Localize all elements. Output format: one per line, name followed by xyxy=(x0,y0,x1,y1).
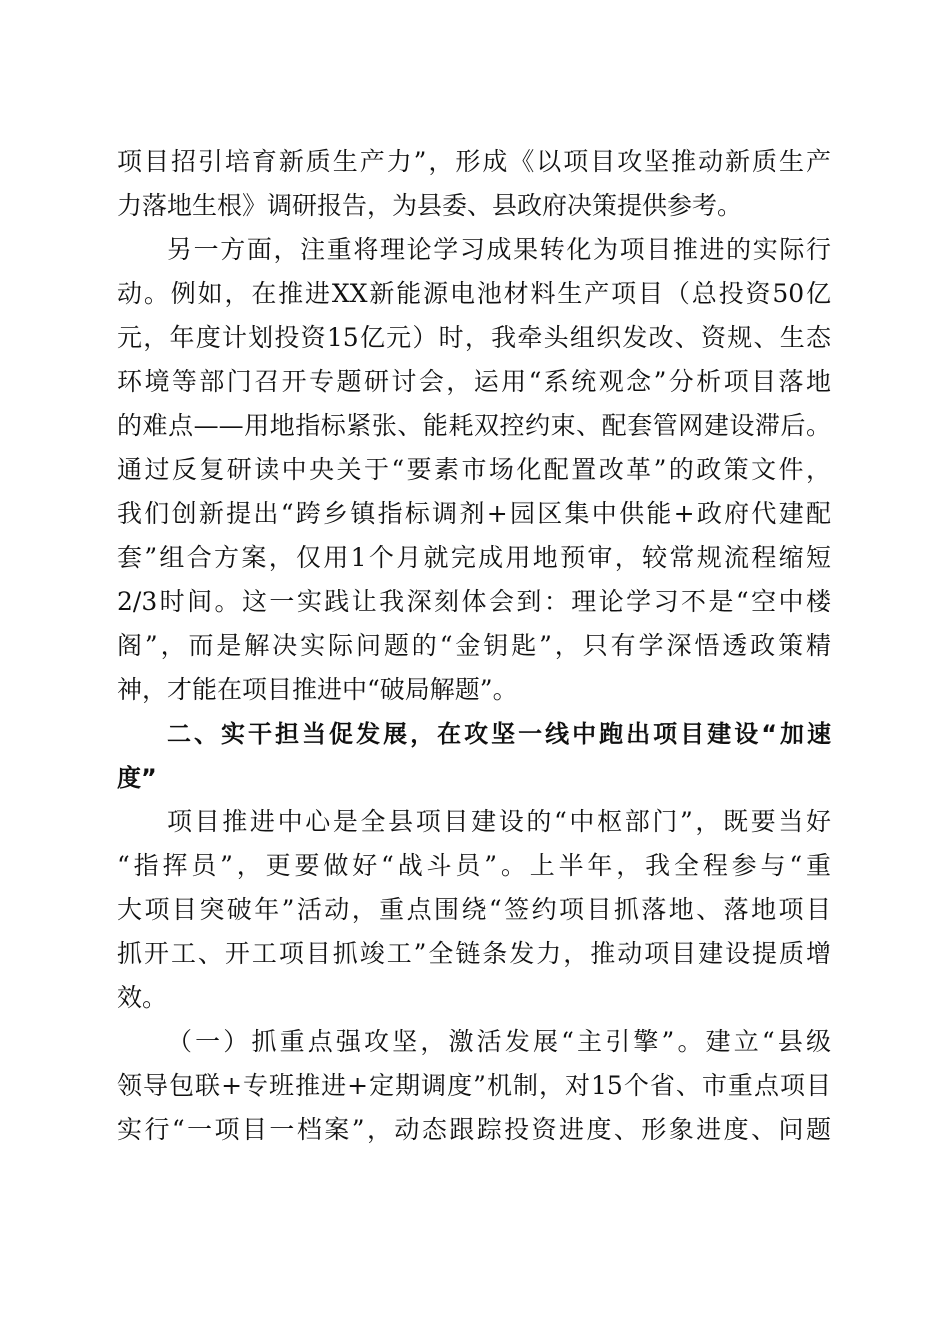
text-line: 的难点——用地指标紧张、能耗双控约束、配套管网建设滞后。 xyxy=(117,411,831,440)
text-line: 力落地生根》调研报告，为县委、县政府决策提供参考。 xyxy=(117,191,743,220)
text-line: 我们创新提出“跨乡镇指标调剂+园区集中供能+政府代建配 xyxy=(117,499,831,528)
paragraph-continuation xyxy=(117,140,831,228)
text-line: 2/3时间。这一实践让我深刻体会到：理论学习不是“空中楼 xyxy=(117,587,831,616)
text-line: 神，才能在项目推进中“破局解题”。 xyxy=(117,675,518,704)
paragraph-theory-practice xyxy=(117,228,831,712)
text-line: 效。 xyxy=(117,983,168,1012)
heading-line: 二、实干担当促发展，在攻坚一线中跑出项目建设“加速 xyxy=(167,720,831,748)
text-line: 动。例如，在推进XX新能源电池材料生产项目（总投资50亿 xyxy=(117,279,831,308)
text-line: “指挥员”，更要做好“战斗员”。上半年，我全程参与“重 xyxy=(117,851,831,880)
text-line: 另一方面，注重将理论学习成果转化为项目推进的实际行 xyxy=(167,235,831,264)
text-line: 项目招引培育新质生产力”，形成《以项目攻坚推动新质生产 xyxy=(117,147,831,176)
text-line: 项目推进中心是全县项目建设的“中枢部门”，既要当好 xyxy=(167,807,831,836)
text-line: 元，年度计划投资15亿元）时，我牵头组织发改、资规、生态 xyxy=(117,323,831,352)
paragraph-center-role xyxy=(117,800,831,1020)
paragraph-key-projects xyxy=(117,1020,831,1152)
text-line: 领导包联+专班推进+定期调度”机制，对15个省、市重点项目 xyxy=(117,1071,831,1100)
text-line: 阁”，而是解决实际问题的“金钥匙”，只有学深悟透政策精 xyxy=(117,631,831,660)
text-line: 实行“一项目一档案”，动态跟踪投资进度、形象进度、问题 xyxy=(117,1115,831,1144)
section-heading xyxy=(117,712,831,800)
text-line: 大项目突破年”活动，重点围绕“签约项目抓落地、落地项目 xyxy=(117,895,831,924)
text-line: 套”组合方案，仅用1个月就完成用地预审，较常规流程缩短 xyxy=(117,543,831,572)
text-line: 环境等部门召开专题研讨会，运用“系统观念”分析项目落地 xyxy=(117,367,831,396)
heading-line: 度” xyxy=(117,764,157,792)
text-line: 抓开工、开工项目抓竣工”全链条发力，推动项目建设提质增 xyxy=(117,939,831,968)
text-line: （一）抓重点强攻坚，激活发展“主引擎”。建立“县级 xyxy=(167,1027,831,1056)
document-page xyxy=(117,140,831,1152)
text-line: 通过反复研读中央关于“要素市场化配置改革”的政策文件， xyxy=(117,455,831,484)
